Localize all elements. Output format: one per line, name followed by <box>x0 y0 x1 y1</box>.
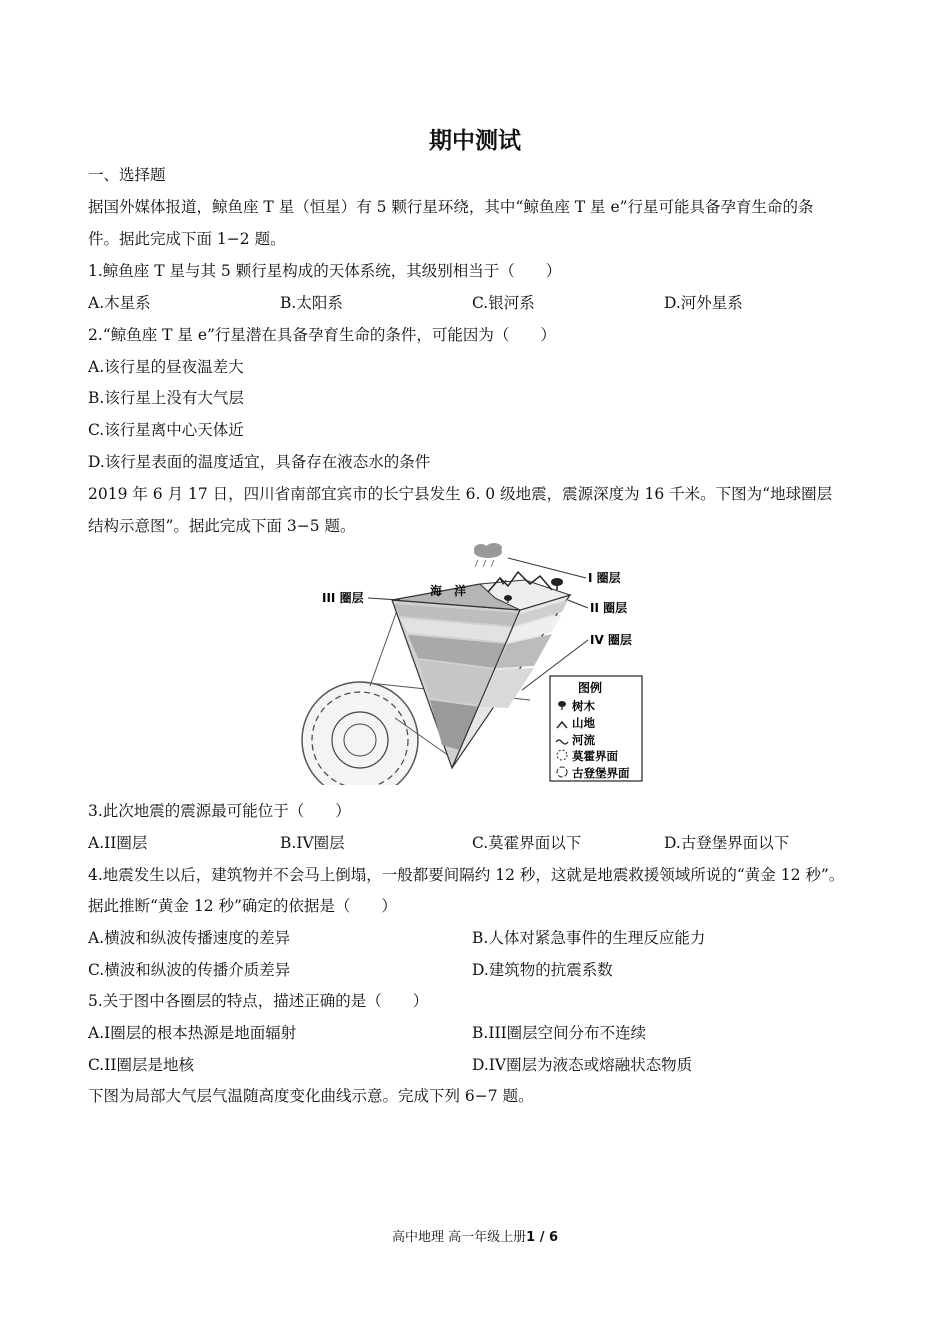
q4-option-b: B.人体对紧急事件的生理反应能力 <box>472 929 706 947</box>
q3-stem: 3.此次地震的震源最可能位于（ ） <box>88 802 351 820</box>
label-layer-3: III 圈层 <box>322 591 364 605</box>
q3-option-d: D.古登堡界面以下 <box>664 834 790 852</box>
label-ocean: 海 洋 <box>430 584 467 598</box>
intro3: 下图为局部大气层气温随高度变化曲线示意。完成下列 6−7 题。 <box>88 1087 534 1105</box>
q2-option-c: C.该行星离中心天体近 <box>88 421 244 439</box>
q3-option-c: C.莫霍界面以下 <box>472 834 582 852</box>
q5-stem: 5.关于图中各圈层的特点，描述正确的是（ ） <box>88 992 429 1010</box>
legend-title: 图例 <box>578 681 603 695</box>
intro1-line1: 据国外媒体报道，鲸鱼座 T 星（恒星）有 5 颗行星环绕，其中“鲸鱼座 T 星 e”行星可能具备孕育生命的条 <box>88 198 814 216</box>
earth-cross-section-icon <box>302 682 418 785</box>
intro1-line2: 件。据此完成下面 1−2 题。 <box>88 230 286 248</box>
q5-option-d: D.IV圈层为液态或熔融状态物质 <box>472 1056 693 1074</box>
earth-layers-diagram <box>300 540 650 785</box>
q5-option-b: B.III圈层空间分布不连续 <box>472 1024 647 1042</box>
q5-option-c: C.II圈层是地核 <box>88 1056 194 1074</box>
q4-option-d: D.建筑物的抗震系数 <box>472 961 613 979</box>
legend-item-mountain: 山地 <box>572 716 595 730</box>
q3-option-a: A.II圈层 <box>88 834 148 852</box>
q4-option-a: A.横波和纵波传播速度的差异 <box>88 929 291 947</box>
q4-stem-line1: 4.地震发生以后，建筑物并不会马上倒塌，一般都要间隔约 12 秒，这就是地震救援领域所说的“黄金 12 秒”。 <box>88 866 845 884</box>
q1-stem: 1.鲸鱼座 T 星与其 5 颗行星构成的天体系统，其级别相当于（ ） <box>88 262 562 280</box>
q1-option-b: B.太阳系 <box>280 294 343 312</box>
intro2-line2: 结构示意图”。据此完成下面 3−5 题。 <box>88 517 356 535</box>
q4-stem-line2: 据此推断“黄金 12 秒”确定的依据是（ ） <box>88 897 397 915</box>
cloud-rain-icon <box>474 543 502 567</box>
q3-option-b: B.IV圈层 <box>280 834 345 852</box>
legend-item-tree: 树木 <box>572 699 595 713</box>
page-footer <box>0 1226 950 1245</box>
label-layer-4: IV 圈层 <box>590 633 632 647</box>
section-heading: 一、选择题 <box>88 166 166 184</box>
footer-text: 高中地理 高一年级上册 <box>391 1230 527 1245</box>
q1-option-a: A.木星系 <box>88 294 151 312</box>
legend-item-river: 河流 <box>572 733 595 747</box>
q1-option-c: C.银河系 <box>472 294 535 312</box>
q1-option-d: D.河外星系 <box>664 294 743 312</box>
label-layer-1: I 圈层 <box>588 571 621 585</box>
legend-item-moho: 莫霍界面 <box>572 749 618 763</box>
legend-box <box>550 676 642 781</box>
earth-layers-svg <box>300 540 650 785</box>
label-layer-2: II 圈层 <box>590 601 628 615</box>
q5-option-a: A.I圈层的根本热源是地面辐射 <box>88 1024 297 1042</box>
legend-item-gutenberg: 古登堡界面 <box>572 766 630 780</box>
page-number: 1 / 6 <box>526 1230 559 1245</box>
q2-option-d: D.该行星表面的温度适宜，具备存在液态水的条件 <box>88 453 431 471</box>
intro2-line1: 2019 年 6 月 17 日，四川省南部宜宾市的长宁县发生 6. 0 级地震，震源深度为 16 千米。下图为“地球圈层 <box>88 485 833 503</box>
q2-option-a: A.该行星的昼夜温差大 <box>88 358 244 376</box>
q2-stem: 2.“鲸鱼座 T 星 e”行星潜在具备孕育生命的条件，可能因为（ ） <box>88 326 556 344</box>
q2-option-b: B.该行星上没有大气层 <box>88 389 244 407</box>
page-title: 期中测试 <box>429 128 521 154</box>
q4-option-c: C.横波和纵波的传播介质差异 <box>88 961 291 979</box>
